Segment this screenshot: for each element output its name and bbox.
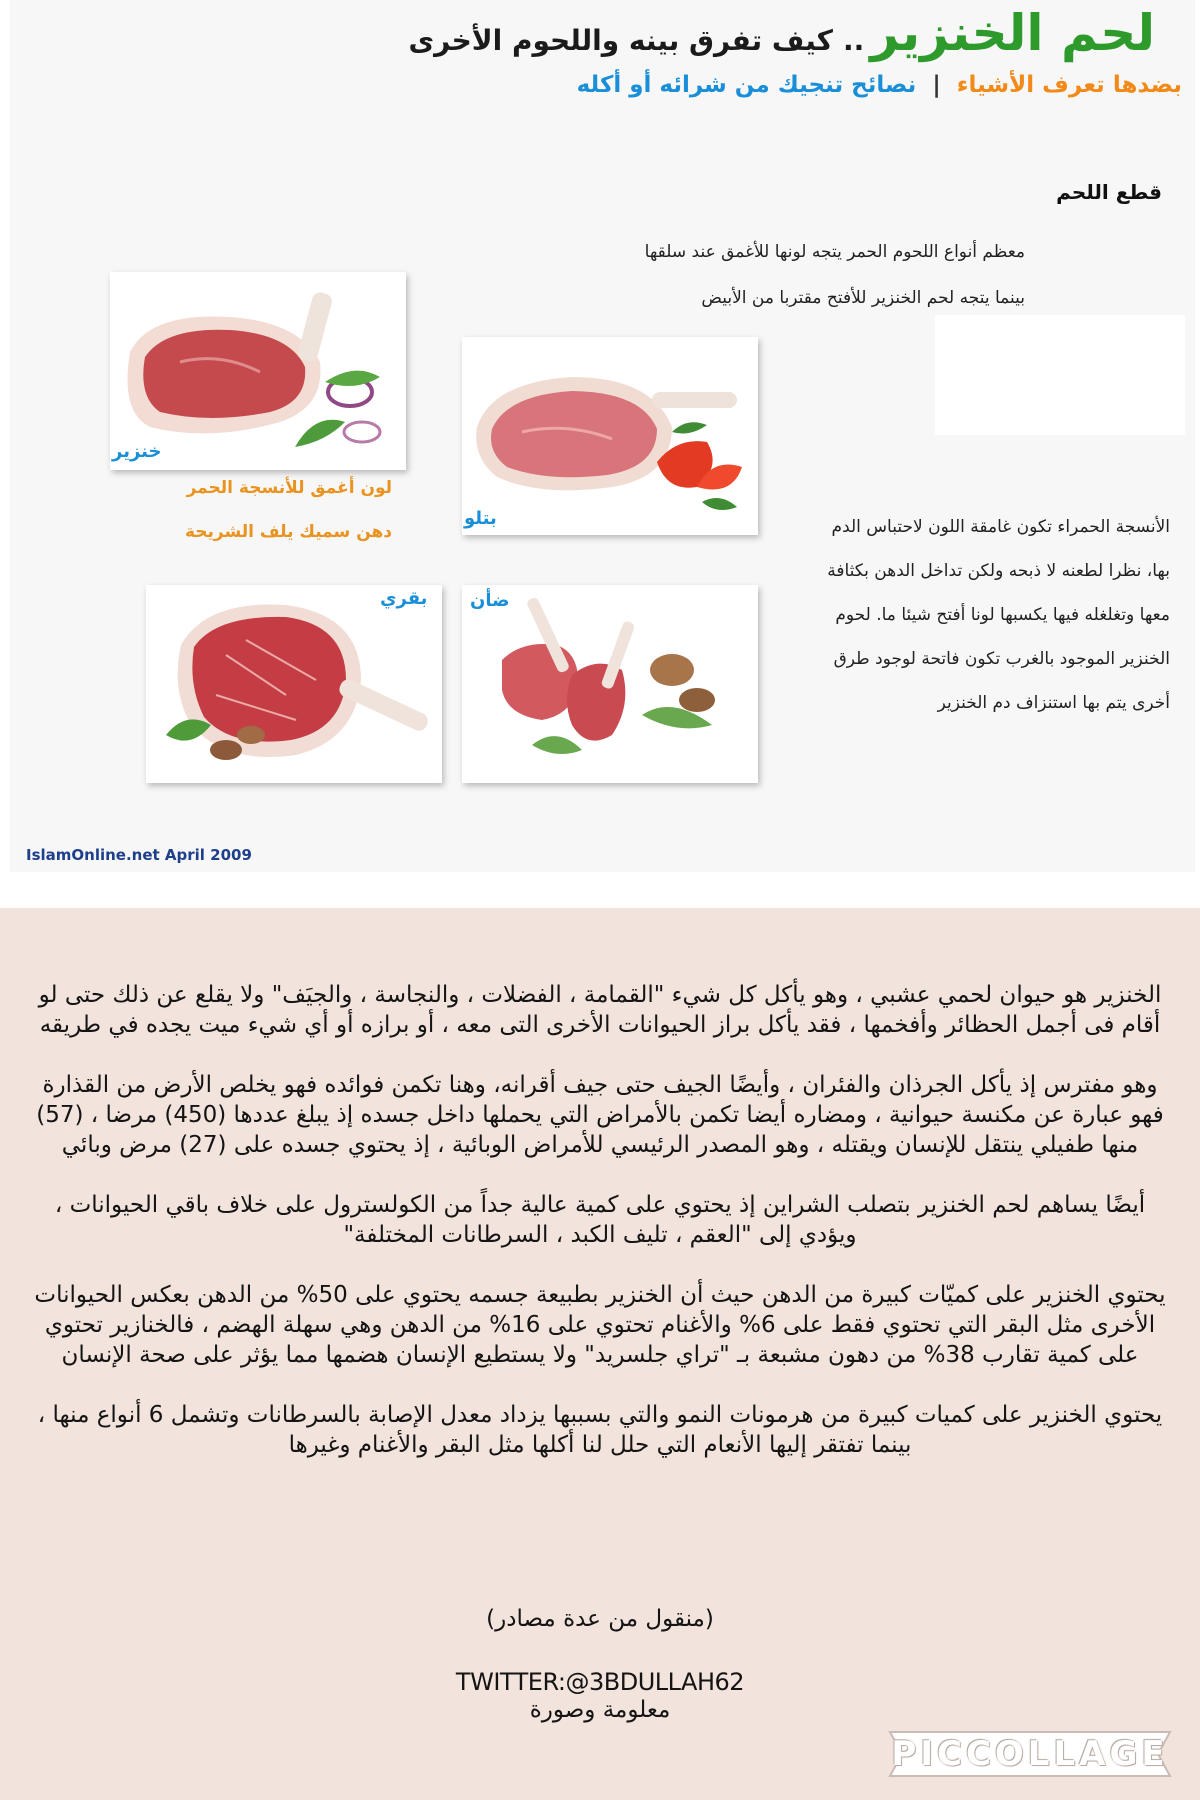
subtitle xyxy=(577,72,1182,98)
article-paragraph-1: الخنزير هو حيوان لحمي عشبي ، وهو يأكل كل شيء "القمامة ، الفضلات ، والنجاسة ، والجيَف" ولا يقلع عن ذلك حتى لو أقام فى أجمل الحظائر وأفخمها ، فقد يأكل براز الحيوانات الأخرى التى معه ، أو برازه أو أي شيء ميت يجده في طريقه xyxy=(38,982,1162,1038)
article-paragraph-3: أيضًا يساهم لحم الخنزير بتصلب الشراين إذ يحتوي على كمية عالية جداً من الكولسترول على خلاف باقي الحيوانات ، ويؤدي إلى "العقم ، تليف الكبد ، السرطانات المختلفة" xyxy=(54,1192,1146,1248)
pork-note-1: لون أغمق للأنسجة الحمر xyxy=(186,478,392,498)
pork-label: خنزير xyxy=(112,441,162,462)
veal-label: بتلو xyxy=(464,508,497,529)
info-and-picture: معلومة وصورة xyxy=(529,1697,671,1723)
source-credit: IslamOnline.net April 2009 xyxy=(26,846,252,864)
blank-box xyxy=(935,315,1185,435)
article-paragraph-4: يحتوي الخنزير على كميّات كبيرة من الدهن حيث أن الخنزير بطبيعة جسمه يحتوي على 50% من الدهن بعكس الحيوانات الأخرى مثل البقر التي تحتوي فقط على 6% والأغنام تحتوي على 16% من الدهن وهي سهلة الهضم ، فالخنازير تحتوي على كمية تقارب 38% من دهون مشبعة بـ "تراي جلسريد" ولا يستطيع الإنسان هضمها مما يؤثر على صحة الإنسان xyxy=(34,1282,1166,1368)
watermark-text: PICCOLLAGE xyxy=(891,1734,1169,1774)
title-sub: كيف تفرق بينه واللحوم الأخرى xyxy=(408,24,833,57)
piccollage-watermark xyxy=(882,1724,1178,1784)
cuts-heading: قطع اللحم xyxy=(1056,180,1162,204)
article-body xyxy=(30,980,1170,1490)
twitter-handle: TWITTER:@3BDULLAH62 xyxy=(455,1668,745,1696)
intro-line-1: معظم أنواع اللحوم الحمر يتجه لونها للأغمق عند سلقها xyxy=(644,242,1025,262)
article-paragraph-2: وهو مفترس إذ يأكل الجرذان والفئران ، وأيضًا الجيف حتى جيف أقرانه، وهنا تكمن فوائده فهو يخلص الأرض من القذارة فهو عبارة عن مكنسة حيوانية ، ومضاره أيضا تكمن بالأمراض التي يحملها داخل جسده إذ يبلغ عددها (450) مرضا ، (57) منها طفيلي ينتقل للإنسان ويقتله ، وهو المصدر الرئيسي للأمراض الوبائية ، إذ يحتوي جسده على (27) مرض وبائي xyxy=(36,1072,1164,1158)
intro-line-2: بينما يتجه لحم الخنزير للأفتح مقتربا من الأبيض xyxy=(701,288,1025,308)
pork-note-2: دهن سميك يلف الشريحة xyxy=(184,522,392,542)
article-paragraph-5: يحتوي الخنزير على كميات كبيرة من هرمونات النمو والتي بسببها يزداد معدل الإصابة بالسرطانات وتشمل 6 أنواع منها ، بينما تفتقر إليها الأنعام التي حلل لنا أكلها مثل البقر والأغنام وغيرها xyxy=(37,1402,1163,1458)
veal-photo xyxy=(462,337,758,535)
page-title xyxy=(409,4,1155,62)
subtitle-right: نصائح تنجيك من شرائه أو أكله xyxy=(576,72,917,98)
divider-gap xyxy=(0,872,1200,908)
beef-photo xyxy=(146,585,442,783)
lamb-label: ضأن xyxy=(470,590,510,611)
lamb-photo xyxy=(462,585,758,783)
subtitle-separator: | xyxy=(932,72,941,98)
article-source: (منقول من عدة مصادر) xyxy=(486,1606,714,1632)
beef-label: بقري xyxy=(380,588,428,609)
red-tissue-explanation: الأنسجة الحمراء تكون غامقة اللون لاحتباس الدم بها، نظرا لطعنه لا ذبحه ولكن تداخل الدهن بكثافة معها وتغلغله فيها يكسبها لونا أفتح شيئا ما. لحوم الخنزير الموجود بالغرب تكون فاتحة لوجود طرق أخرى يتم بها استنزاف دم الخنزير xyxy=(827,517,1170,713)
title-dots: .. xyxy=(842,24,865,57)
title-main: لحم الخنزير xyxy=(870,4,1155,62)
subtitle-left: بضدها تعرف الأشياء xyxy=(956,72,1182,98)
